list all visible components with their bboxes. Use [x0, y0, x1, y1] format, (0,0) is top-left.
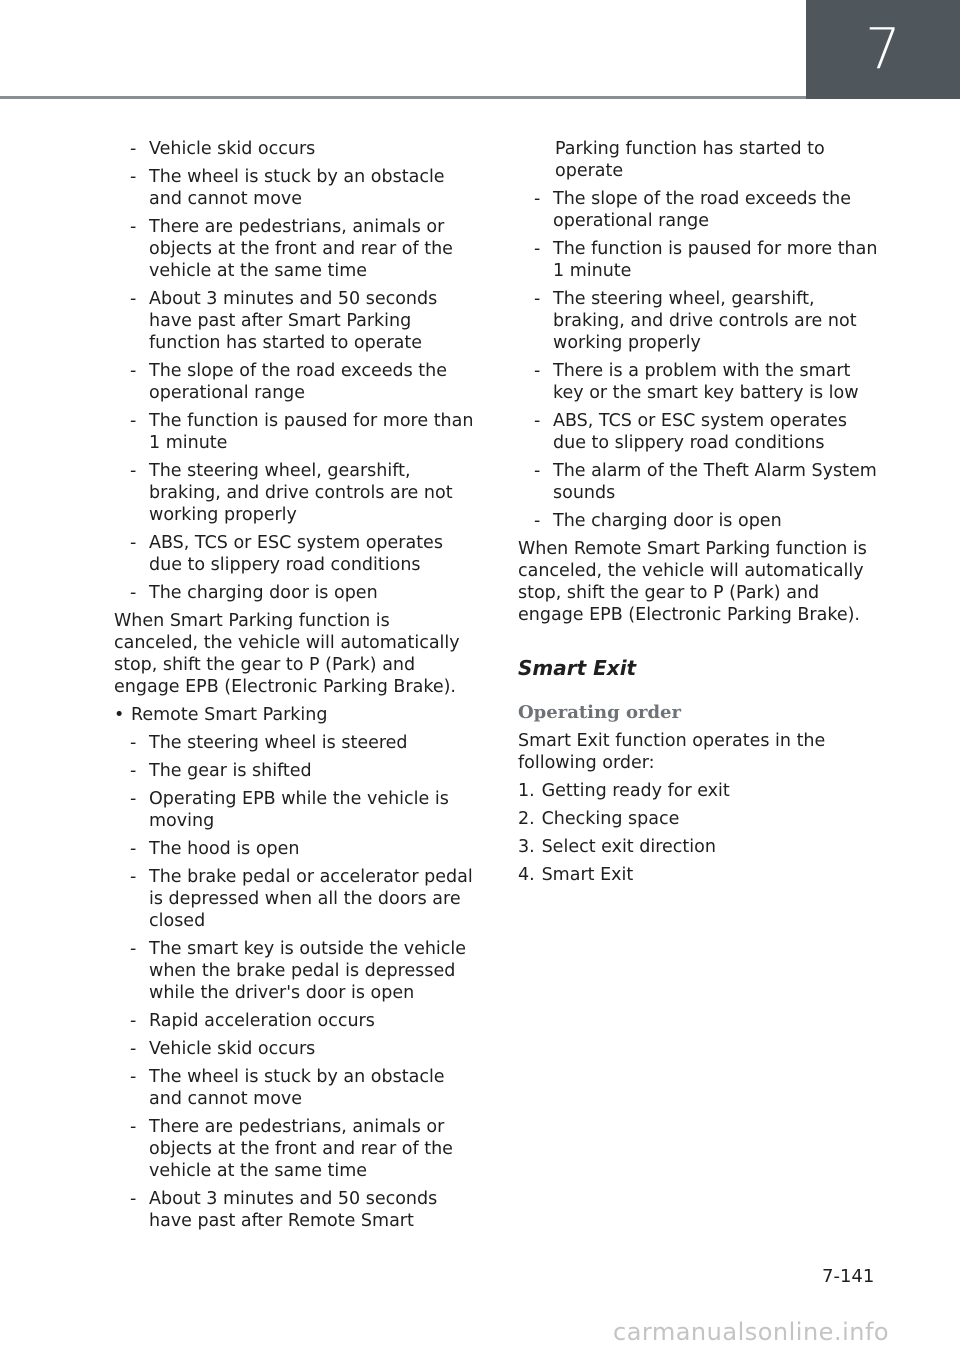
list-item: - The alarm of the Theft Alarm System sounds	[534, 461, 877, 503]
list-item: - The wheel is stuck by an obstacle and cannot move	[130, 167, 445, 209]
list-item: - The brake pedal or accelerator pedal is depressed when all the doors are closed	[130, 867, 473, 931]
list-item: - The steering wheel is steered	[130, 733, 408, 753]
list-item: - There is a problem with the smart key or the smart key battery is low	[534, 361, 859, 403]
chapter-tab	[806, 0, 960, 99]
list-item: - Operating EPB while the vehicle is moving	[130, 789, 449, 831]
numbered-step: 4. Smart Exit	[518, 865, 634, 885]
list-item: - The hood is open	[130, 839, 300, 859]
list-item: - The steering wheel, gearshift, braking, and drive controls are not working properly	[130, 461, 453, 525]
section-title: Smart Exit	[518, 656, 637, 680]
numbered-step: 3. Select exit direction	[518, 837, 716, 857]
list-item: - The charging door is open	[534, 511, 782, 531]
intro-paragraph: Smart Exit function operates in the following order:	[518, 731, 826, 773]
list-item: - There are pedestrians, animals or objects at the front and rear of the vehicle at the same time	[130, 1117, 453, 1181]
watermark: carmanualsonline.info	[613, 1318, 890, 1346]
list-item: - ABS, TCS or ESC system operates due to slippery road conditions	[534, 411, 847, 453]
list-item: - The smart key is outside the vehicle when the brake pedal is depressed while the driver's door is open	[130, 939, 467, 1003]
list-item: - Rapid acceleration occurs	[130, 1011, 375, 1031]
list-item: - The slope of the road exceeds the operational range	[130, 361, 448, 403]
list-item: - The wheel is stuck by an obstacle and cannot move	[130, 1067, 445, 1109]
list-item: - The function is paused for more than 1 minute	[534, 239, 878, 281]
list-item: - There are pedestrians, animals or objects at the front and rear of the vehicle at the same time	[130, 217, 453, 281]
numbered-step: 2. Checking space	[518, 809, 680, 829]
list-item: - About 3 minutes and 50 seconds have past after Smart Parking function has started to operate	[130, 289, 438, 353]
list-item: - The slope of the road exceeds the operational range	[534, 189, 852, 231]
list-item: - Vehicle skid occurs	[130, 139, 316, 159]
list-item: - The steering wheel, gearshift, braking, and drive controls are not working properly	[534, 289, 857, 353]
list-item: - Vehicle skid occurs	[130, 1039, 316, 1059]
header-rule	[0, 96, 806, 99]
cancel-paragraph: When Smart Parking function is canceled, the vehicle will automatically stop, shift the gear to P (Park) and engage EPB (Electronic Parking Brake).	[114, 611, 460, 697]
list-item: - ABS, TCS or ESC system operates due to slippery road conditions	[130, 533, 443, 575]
chapter-number: 7	[865, 16, 901, 82]
list-item-continuation: Parking function has started to operate	[555, 139, 825, 181]
numbered-step: 1. Getting ready for exit	[518, 781, 730, 801]
list-item: - About 3 minutes and 50 seconds have past after Remote Smart	[130, 1189, 438, 1231]
page-number: 7-141	[822, 1266, 875, 1287]
cancel-paragraph: When Remote Smart Parking function is canceled, the vehicle will automatically stop, shift the gear to P (Park) and engage EPB (Electronic Parking Brake).	[518, 539, 867, 625]
list-item: - The gear is shifted	[130, 761, 312, 781]
list-item: - The charging door is open	[130, 583, 378, 603]
list-item: - The function is paused for more than 1 minute	[130, 411, 474, 453]
right-column	[518, 138, 880, 892]
left-column	[114, 138, 474, 1238]
bullet-item: • Remote Smart Parking	[114, 705, 328, 725]
subsection-title: Operating order	[518, 702, 681, 723]
